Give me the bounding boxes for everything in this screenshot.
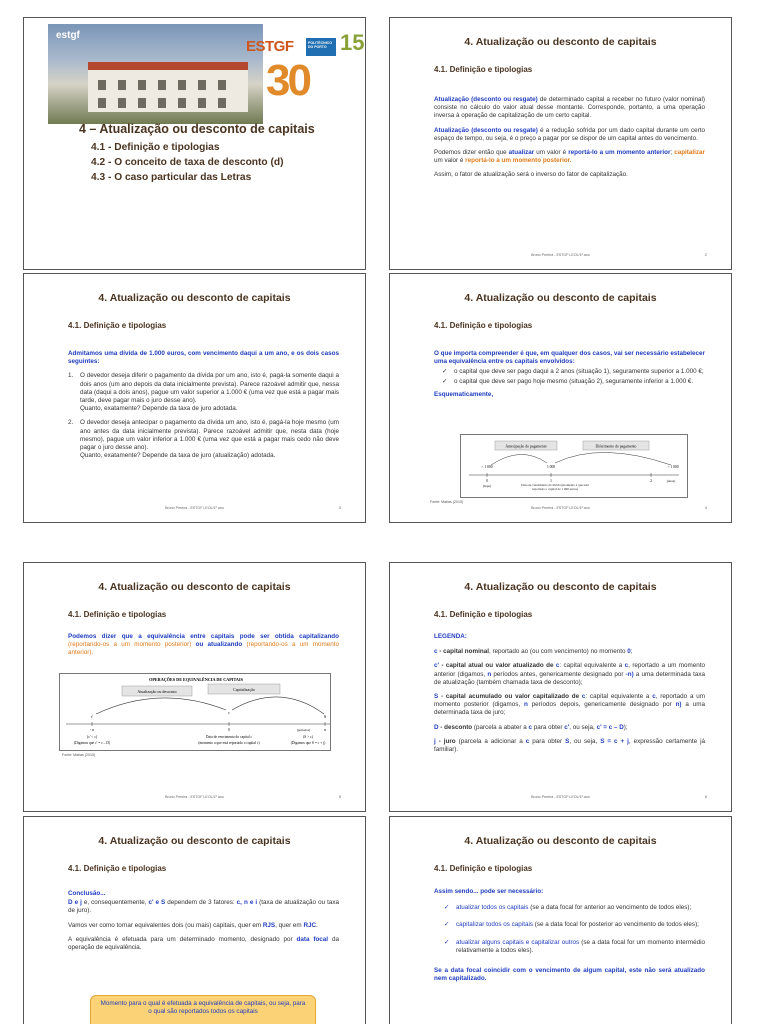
- paragraph: Atualização (desconto ou resgate) é a redução sofrida por um dado capital durante um certo espaço de tempo, ou seja, é o preço a pagar por se dispor de um capital antes do vencimento.: [434, 126, 705, 142]
- discount-label: Atualização ou desconto: [137, 689, 177, 694]
- note-s-eq: (Digamos que S = c + j): [290, 741, 326, 745]
- case-list: [68, 372, 339, 460]
- label-lt: < 1 000: [481, 465, 493, 469]
- conclusion-heading: Conclusão...: [68, 890, 106, 897]
- arc-left: [96, 698, 226, 714]
- slide-body: [434, 350, 705, 405]
- slide-body: [434, 96, 705, 186]
- slide-subtitle: 4.1. Definição e tipologias: [68, 864, 167, 873]
- page-number: 3: [338, 505, 341, 510]
- label-mid: 1 000: [546, 465, 556, 469]
- slide-subtitle: 4.1. Definição e tipologias: [434, 321, 533, 330]
- label-gt: > 1 000: [667, 465, 679, 469]
- tick-2: 2: [650, 479, 652, 483]
- tick-n: n: [324, 728, 326, 732]
- legend-item: c' - capital atual ou valor atualizado de c: capital equivalente a c, reportado a um momento anterior (digamos, n períodos antes, genericamente designado por -n) a uma determinada taxa de atualização (também chamada taxa de desconto);: [434, 662, 705, 686]
- slide-body: [434, 633, 705, 760]
- label-c: c: [228, 710, 230, 715]
- page-number: 6: [704, 794, 707, 799]
- slide-body: [68, 890, 339, 958]
- source-note: Fonte: Matias (2015): [430, 500, 464, 504]
- tick-1: 1: [550, 479, 552, 483]
- source-note: Fonte: Matias (2015): [62, 753, 96, 757]
- campus-photo: [48, 24, 263, 124]
- paragraph: D e j e, consequentemente, c' e S dependem de 3 fatores: c, n e i (taxa de atualização ou taxa de juro).: [68, 899, 340, 915]
- intro-text: O que importa compreender é que, em qualquer dos casos, vai ser necessário estabelecer uma equivalência entre os capitais envolvidos:: [434, 350, 705, 366]
- slide-8: [389, 816, 732, 1024]
- slide-title: 4. Atualização ou desconto de capitais: [464, 835, 657, 847]
- list-item: ✓ atualizar todos os capitais (se a data focal for anterior ao vencimento de todos eles);: [444, 904, 692, 912]
- slide-title: 4. Atualização ou desconto de capitais: [464, 292, 657, 304]
- timeline-diagram: [460, 434, 688, 498]
- paragraph: Vamos ver como tornar equivalentes dois (ou mais) capitais, quer em RJS, quer em RJC.: [68, 921, 318, 929]
- slide-footer: Bruno Pereira - ESTGF LEOL/1º ano: [165, 506, 224, 510]
- slide-6: [389, 562, 732, 812]
- slide-title: 4. Atualização ou desconto de capitais: [464, 36, 657, 48]
- equivalence-diagram: [59, 673, 331, 751]
- tick-minus-n: - n: [89, 728, 95, 732]
- deferral-label: Diferimento do pagamento: [595, 444, 637, 449]
- slide-footer: Bruno Pereira - ESTGF LEOL/1º ano: [165, 795, 224, 799]
- venc-note: Data de vencimento da dívida (momento a que está reportado o capital de 1 000 euros): [521, 483, 589, 491]
- legend-item: D - desconto (parcela a abater a c para obter c', ou seja, c' = c – D);: [434, 723, 628, 731]
- list-item: 2. O devedor deseja antecipar o pagamento da dívida um ano, isto é, pagá-la hoje mesmo (um ano antes da data inicialmente prevista). Parece razoável admitir que, nesta data (hoje mesmo), pague um valor inferior a 1.000 € (uma vez que está a pagar mais cedo não deve pagar o juro desse ano). Quanto, exatamente? Depende da taxa de juro (atualização) adotada.: [68, 419, 339, 460]
- bullet-list: [444, 904, 705, 955]
- slide-title: 4. Atualização ou desconto de capitais: [98, 835, 291, 847]
- slide-3: [23, 273, 366, 523]
- label-periods: (períodos): [296, 728, 310, 732]
- equivalence-svg: [60, 674, 332, 752]
- note-s: (S > c): [303, 735, 313, 739]
- slide-5: [23, 562, 366, 812]
- label-s: S: [323, 714, 327, 719]
- slide-4: [389, 273, 732, 523]
- label-hoje: (hoje): [482, 484, 492, 488]
- note-c-prime-eq: (Digamos que c' = c – D): [73, 741, 111, 745]
- slide-footer: Bruno Pereira - ESTGF LEOL/1º ano: [531, 506, 590, 510]
- arc-right: [555, 452, 671, 465]
- bullet-list: [442, 368, 705, 385]
- list-item: 1. O devedor deseja diferir o pagamento da dívida por um ano, isto é, pagá-la somente daqui a dois anos (um ano depois da data inicialmente prevista). Parece razoável admitir que, nessa data (daqui a dois anos), pague um valor superior a 1.000 € (uma vez que está a pagar mais tarde, deve pagar mais o juro desse ano). Quanto, exatamente? Depende da taxa de juro adotada.: [68, 372, 339, 413]
- slide-body: [68, 350, 339, 464]
- paragraph: Podemos dizer então que atualizar um valor é reportá-lo a um momento anterior; capitalizar um valor é reportá-lo a um momento posterior.: [434, 149, 705, 165]
- timeline-svg: [461, 435, 689, 499]
- arc-right: [232, 697, 324, 714]
- tick-0: 0: [486, 479, 488, 483]
- slide-subtitle: 4.1. Definição e tipologias: [434, 610, 533, 619]
- slide-footer: Bruno Pereira - ESTGF LEOL/1º ano: [531, 795, 590, 799]
- label-anos: (anos): [666, 479, 676, 483]
- photo-estgf-text: estgf: [56, 30, 80, 41]
- list-item: ✓ o capital que deve ser pago daqui a 2 anos (situação 1), seguramente superior a 1.000 €;: [442, 368, 704, 376]
- slide-title: 4. Atualização ou desconto de capitais: [464, 581, 657, 593]
- slide-2: [389, 17, 732, 270]
- table-of-contents: [91, 140, 283, 185]
- toc-item: 4.3 - O caso particular das Letras: [91, 172, 252, 183]
- note-c-prime: (c' < c): [86, 735, 98, 739]
- diagram-title: OPERAÇÕES DE EQUIVALÊNCIA DE CAPITAIS: [149, 677, 243, 682]
- list-item: ✓ capitalizar todos os capitais (se a data focal for posterior ao vencimento de todos eles);: [444, 921, 699, 929]
- tick-zero: 0: [228, 728, 230, 732]
- paragraph: Assim, o fator de atualização será o inverso do fator de capitalização.: [434, 171, 628, 179]
- intro-text: Assim sendo... pode ser necessário:: [434, 888, 544, 895]
- legend-heading: LEGENDA:: [434, 633, 467, 640]
- slide-subtitle: 4.1. Definição e tipologias: [68, 321, 167, 330]
- list-item: ✓ atualizar alguns capitais e capitalizar outros (se a data focal for um momento intermédio relativamente a todos eles).: [444, 938, 706, 954]
- legend-item: j - juro (parcela a adicionar a c para obter S, ou seja, S = c + j, expressão certamente já familiar).: [434, 737, 705, 754]
- slide-title: 4. Atualização ou desconto de capitais: [98, 581, 291, 593]
- slide-1: [23, 17, 366, 270]
- slide-body: [434, 888, 705, 989]
- slide-subtitle: 4.1. Definição e tipologias: [434, 65, 533, 74]
- list-item: ✓ o capital que deve ser pago hoje mesmo (situação 2), seguramente inferior a 1.000 €.: [442, 377, 694, 385]
- slide-body: [68, 633, 339, 664]
- callout-box: Momento para o qual é efetuada a equivalência de capitais, ou seja, para o qual são reportados todos os capitais: [90, 995, 316, 1024]
- toc-item: 4.1 - Definição e tipologias: [91, 142, 220, 153]
- schema-label: Esquematicamente,: [434, 390, 494, 398]
- estgf-logo-text: ESTGF: [246, 38, 294, 55]
- slide-subtitle: 4.1. Definição e tipologias: [434, 864, 533, 873]
- slide-subtitle: 4.1. Definição e tipologias: [68, 610, 167, 619]
- paragraph: Atualização (desconto ou resgate) de determinado capital a receber no futuro (valor nominal) consiste no cálculo do valor atual desse montante. Corresponde, portanto, a uma operação inversa à operação de capitalização de um certo capital.: [434, 96, 705, 120]
- legend-item: c - capital nominal, reportado ao (ou com vencimento) no momento 0;: [434, 648, 633, 656]
- paragraph: A equivalência é efetuada para um determinado momento, designado por data focal da operação de equivalência.: [68, 935, 339, 952]
- building-illustration: [88, 62, 248, 112]
- logo-30: 30: [266, 56, 309, 105]
- logo-15: 15: [340, 30, 365, 55]
- arc-left: [491, 454, 547, 465]
- slide-footer: Bruno Pereira - ESTGF LEOL/1º ano: [531, 253, 590, 257]
- capitalization-label: Capitalização: [233, 687, 255, 692]
- slide-title: 4. Atualização ou desconto de capitais: [98, 292, 291, 304]
- page-number: 2: [704, 252, 707, 257]
- page-number: 4: [704, 505, 707, 510]
- anticipation-label: Antecipação do pagamento: [505, 444, 547, 449]
- intro-text: Admitamos uma dívida de 1.000 euros, com vencimento daqui a um ano, e os dois casos seguintes:: [68, 350, 339, 366]
- final-note: Se a data focal coincidir com o vencimento de algum capital, este não será atualizado nem capitalizado.: [434, 967, 705, 983]
- toc-item: 4.2 - O conceito de taxa de desconto (d): [91, 157, 284, 168]
- legend-item: S - capital acumulado ou valor capitalizado de c: capital equivalente a c, reportado a um momento posterior (digamos, n períodos depois, genericamente designado por n) a uma determinada taxa de juro;: [434, 693, 705, 717]
- page-number: 5: [338, 794, 341, 799]
- slide-7: [23, 816, 366, 1024]
- note-venc-sub: (momento a que está reportado o capital c): [198, 741, 260, 745]
- note-venc: Data de vencimento do capital c: [205, 735, 253, 739]
- label-c-prime: c': [90, 714, 94, 719]
- intro-text: Podemos dizer que a equivalência entre capitais pode ser obtida capitalizando (reportando-os a um momento posterior) ou atualizando (reportando-os a um momento anterior).: [68, 633, 339, 657]
- politecnico-logo: POLITÉCNICO DO PORTO: [306, 38, 336, 56]
- presentation-title: 4 – Atualização ou desconto de capitais: [79, 122, 315, 136]
